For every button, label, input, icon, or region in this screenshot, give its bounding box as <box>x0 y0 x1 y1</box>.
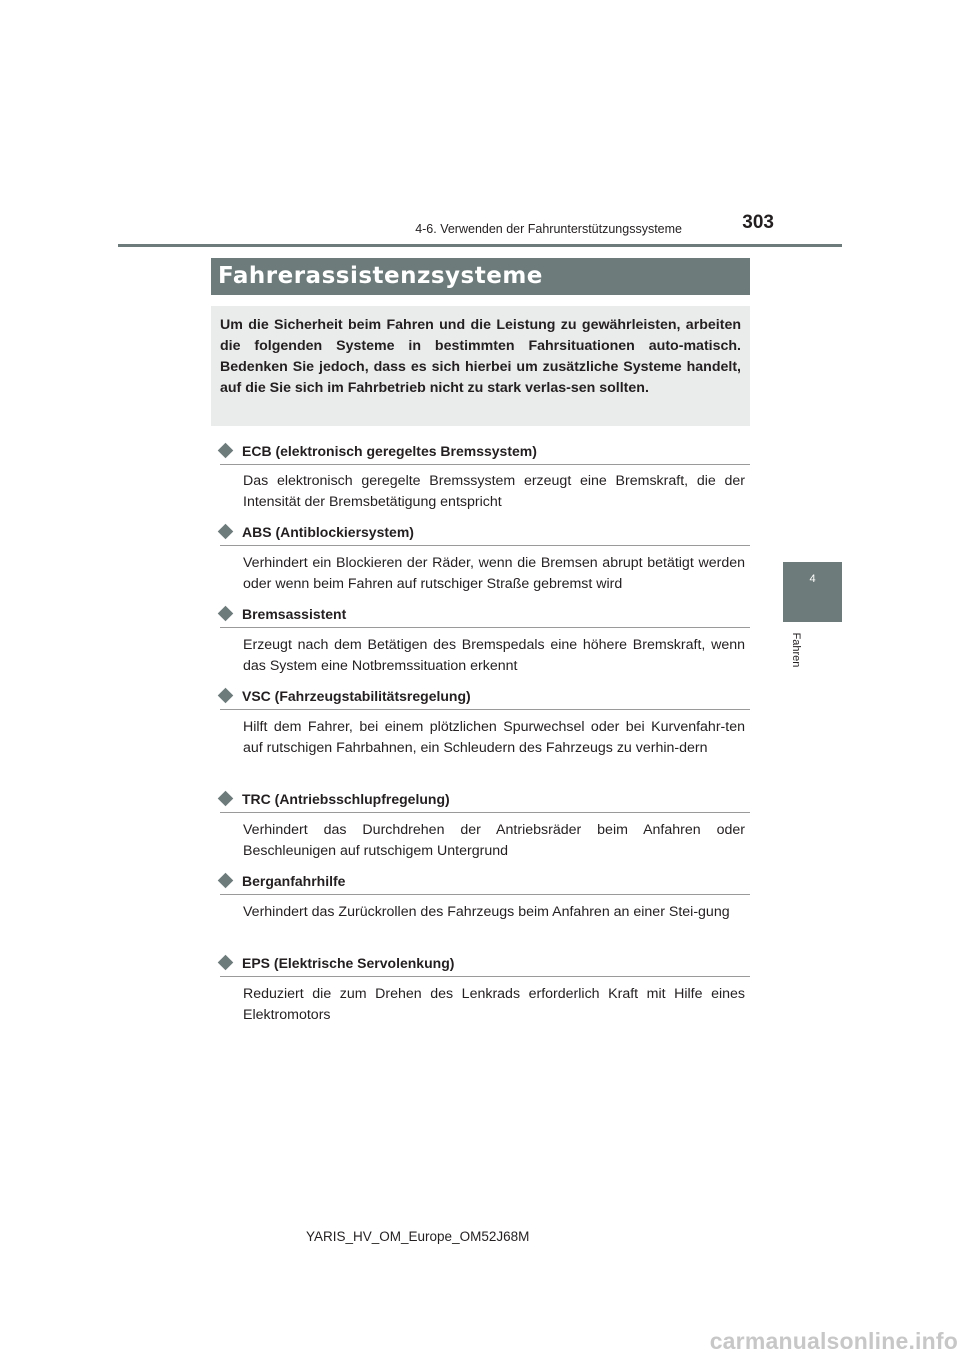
page-title: Fahrerassistenzsysteme <box>218 263 543 289</box>
section-heading <box>220 687 750 710</box>
diamond-bullet-icon <box>218 606 234 622</box>
page-number: 303 <box>742 212 774 233</box>
section-heading-label: ECB (elektronisch geregeltes Bremssystem) <box>242 443 537 459</box>
section-heading <box>220 872 750 895</box>
section-body: Das elektronisch geregelte Bremssystem erzeugt eine Bremskraft, die der Intensität der Bremsbetätigung entspricht <box>243 473 745 510</box>
intro-text: Um die Sicherheit beim Fahren und die Leistung zu gewährleisten, arbeiten die folgenden Systeme in bestimmten Fahrsituationen auto-matisch. Bedenken Sie jedoch, dass es sich hierbei um zusätzliche Systeme handelt, auf die Sie sich im Fahrbetrieb nicht zu stark verlas-sen sollten. <box>220 317 741 396</box>
watermark: carmanualsonline.info <box>709 1328 958 1354</box>
diamond-bullet-icon <box>218 688 234 704</box>
section-heading-label: VSC (Fahrzeugstabilitätsregelung) <box>242 688 471 704</box>
intro-box <box>211 306 750 426</box>
section-heading-label: Berganfahrhilfe <box>242 873 346 889</box>
section-heading-label: Bremsassistent <box>242 606 347 622</box>
diamond-bullet-icon <box>218 524 234 540</box>
section-body: Verhindert das Zurückrollen des Fahrzeugs beim Anfahren an einer Stei-gung <box>243 904 730 920</box>
chapter-label: Fahren <box>790 632 802 668</box>
diamond-bullet-icon <box>218 791 234 807</box>
section-heading <box>220 523 750 546</box>
diamond-bullet-icon <box>218 955 234 971</box>
section-heading <box>220 790 750 813</box>
section-heading-label: TRC (Antriebsschlupfregelung) <box>242 791 450 807</box>
chapter-number: 4 <box>809 573 816 585</box>
section-title-bar <box>211 258 750 295</box>
section-heading-label: ABS (Antiblockiersystem) <box>242 524 414 540</box>
section-body: Verhindert ein Blockieren der Räder, wenn die Bremsen abrupt betätigt werden oder wenn beim Fahren auf rutschiger Straße gebremst wird <box>243 555 745 592</box>
section-body: Reduziert die zum Drehen des Lenkrads erforderlich Kraft mit Hilfe eines Elektromotors <box>243 986 745 1023</box>
footer-document-id: YARIS_HV_OM_Europe_OM52J68M <box>306 1229 530 1244</box>
section-heading-label: EPS (Elektrische Servolenkung) <box>242 955 455 971</box>
section-heading <box>220 954 750 977</box>
section-body: Hilft dem Fahrer, bei einem plötzlichen Spurwechsel oder bei Kurvenfahr-ten auf rutschigen Fahrbahnen, ein Schleudern des Fahrzeugs zu verhin-dern <box>243 719 745 756</box>
header-section-title: 4-6. Verwenden der Fahrunterstützungssysteme <box>415 222 682 236</box>
diamond-bullet-icon <box>218 873 234 889</box>
section-heading <box>220 605 750 628</box>
section-body: Erzeugt nach dem Betätigen des Bremspedals eine höhere Bremskraft, wenn das System eine Notbremssituation erkennt <box>243 637 745 674</box>
section-body: Verhindert das Durchdrehen der Antriebsräder beim Anfahren oder Beschleunigen auf rutschigem Untergrund <box>243 822 745 859</box>
header-rule <box>118 244 842 247</box>
diamond-bullet-icon <box>218 443 234 459</box>
section-heading <box>220 442 750 465</box>
